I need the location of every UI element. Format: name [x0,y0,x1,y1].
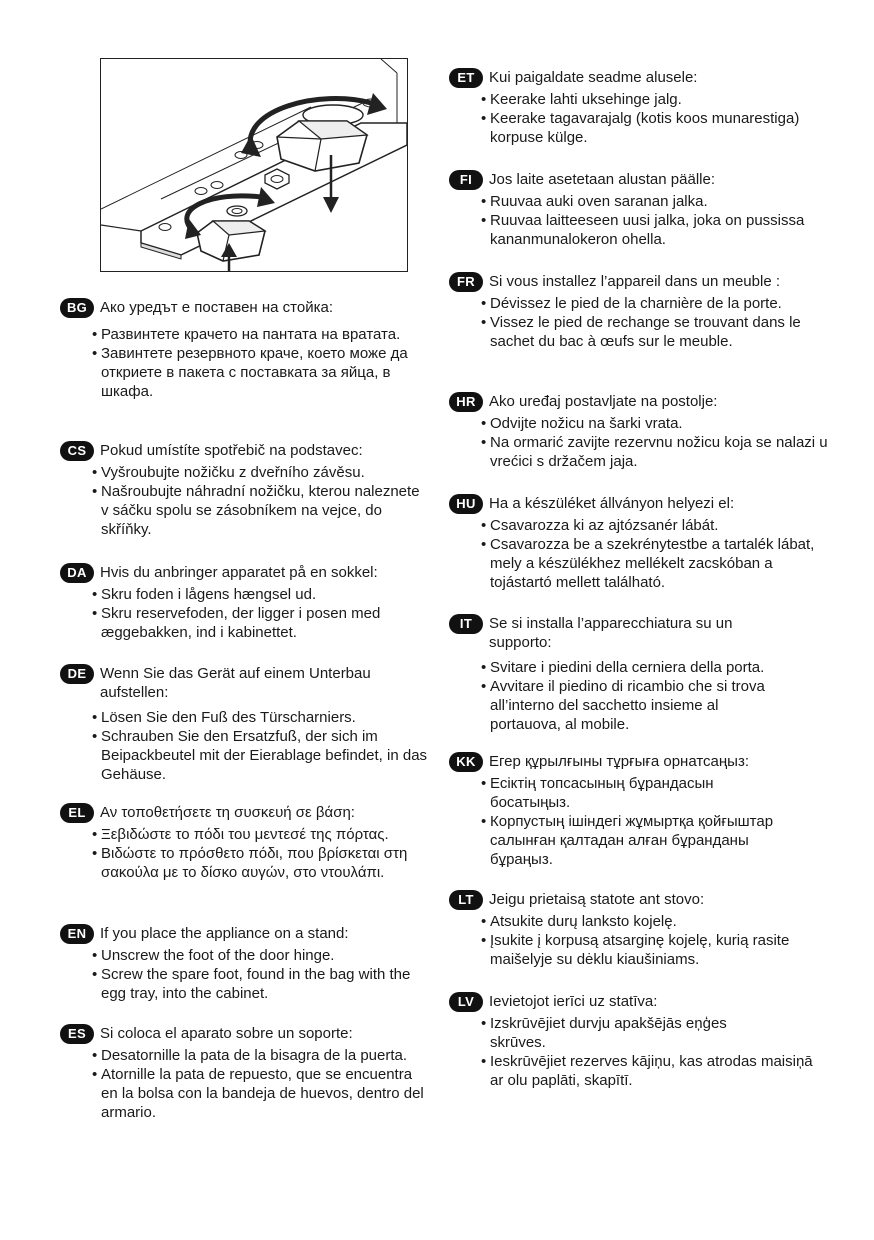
heading-text: Jeigu prietaisą statote ant stovo: [489,891,705,908]
language-badge: ET [449,68,483,88]
section-heading [449,272,839,291]
language-badge: ES [60,1024,94,1044]
language-badge: KK [449,752,483,772]
hinge-diagram-icon [101,59,407,271]
section-de [60,664,430,784]
section-cs [60,441,430,539]
heading-text: Se si installa l’apparecchiatura su un supporto: [489,615,733,651]
section-heading [449,992,829,1011]
list-item: • Keerake tagavarajalg (kotis koos munarestiga) korpuse külge. [481,109,829,147]
section-heading [449,890,829,909]
list-item: • Vyšroubujte nožičku z dveřního závěsu. [92,463,430,482]
list-item: • Unscrew the foot of the door hinge. [92,946,430,965]
list-item: • Корпустың ішіндегі жұмыртқа қойғыштар салынған қалтадан алған бұранданы бұраңыз. [481,812,801,869]
heading-text: Si coloca el aparato sobre un soporte: [100,1025,353,1042]
heading-text: Егер құрылғыны тұрғыға орнатсаңыз: [489,753,750,770]
heading-text: Ha a készüléket állványon helyezi el: [489,495,735,512]
list-item: • Izskrūvējiet durvju apakšējās eņģes skrūves. [481,1014,780,1052]
section-heading [60,803,430,822]
instruction-list [481,414,829,471]
instruction-list [92,585,430,642]
section-heading [449,494,829,513]
heading-text: Ако уредът е поставен на стойка: [100,299,333,316]
section-heading [60,664,430,702]
section-heading [449,68,829,87]
section-heading [60,563,430,582]
list-item: • Schrauben Sie den Ersatzfuß, der sich im Beipackbeutel mit der Eierablage befindet, in das Gehäuse. [92,727,430,784]
heading-text: Jos laite asetetaan alustan päälle: [489,171,715,188]
heading-text: Ako uređaj postavljate na postolje: [489,393,718,410]
list-item: • Skru foden i lågens hængsel ud. [92,585,430,604]
instruction-list [92,708,430,784]
instruction-list [481,912,829,969]
heading-text: Αν τοποθετήσετε τη συσκευή σε βάση: [100,804,355,821]
language-badge: FR [449,272,483,292]
section-heading [60,1024,430,1043]
section-lv [449,992,829,1090]
section-en [60,924,430,1003]
section-lt [449,890,829,969]
heading-text: Si vous installez l’appareil dans un meuble : [489,273,780,290]
heading-text: Hvis du anbringer apparatet på en sokkel: [100,564,378,581]
list-item: • Odvijte nožicu na šarki vrata. [481,414,829,433]
section-bg [60,298,430,401]
language-badge: LT [449,890,483,910]
list-item: • Vissez le pied de rechange se trouvant dans le sachet du bac à œufs sur le meuble. [481,313,810,351]
language-badge: HU [449,494,483,514]
section-es [60,1024,430,1122]
instruction-list [481,1014,829,1090]
instruction-list [92,946,430,1003]
section-da [60,563,430,642]
list-item: • Svitare i piedini della cerniera della porta. [481,658,819,677]
section-heading [449,170,829,189]
heading-text: Wenn Sie das Gerät auf einem Unterbau aufstellen: [100,665,371,701]
section-heading [449,614,819,652]
section-hr [449,392,829,471]
section-heading [449,392,829,411]
instruction-list [92,325,430,401]
list-item: • Na ormarić zavijte rezervnu nožicu koja se nalazi u vrećici s držačem jaja. [481,433,829,471]
language-badge: EL [60,803,94,823]
list-item: • Ξεβιδώστε το πόδι του μεντεσέ της πόρτας. [92,825,430,844]
list-item: • Įsukite į korpusą atsarginę kojelę, kurią rasite maišelyje su dėklu kiaušiniams. [481,931,829,969]
list-item: • Screw the spare foot, found in the bag with the egg tray, into the cabinet. [92,965,430,1003]
instruction-list [92,463,430,539]
hinge-foot-illustration [100,58,408,272]
instruction-list [92,1046,430,1122]
section-heading [60,441,430,460]
section-fr [449,272,839,351]
list-item: • Ruuvaa laitteeseen uusi jalka, joka on pussissa kananmunalokeron ohella. [481,211,829,249]
section-kk [449,752,829,869]
language-badge: EN [60,924,94,944]
language-badge: FI [449,170,483,190]
list-item: • Skru reservefoden, der ligger i posen med æggebakken, ind i kabinettet. [92,604,430,642]
list-item: • Завинтете резервното краче, което може да откриете в пакета с поставката за яйца, в шкафа. [92,344,430,401]
section-heading [60,924,430,943]
heading-text: If you place the appliance on a stand: [100,925,349,942]
list-item: • Csavarozza ki az ajtózsanér lábát. [481,516,829,535]
list-item: • Desatornille la pata de la bisagra de la puerta. [92,1046,430,1065]
section-fi [449,170,829,249]
section-hu [449,494,829,592]
list-item: • Atornille la pata de repuesto, que se encuentra en la bolsa con la bandeja de huevos, dentro del armario. [92,1065,430,1122]
language-badge: LV [449,992,483,1012]
language-badge: CS [60,441,94,461]
instruction-list [481,658,819,734]
instruction-list [481,294,839,351]
list-item: • Našroubujte náhradní nožičku, kterou naleznete v sáčku spolu se zásobníkem na vejce, do skříňky. [92,482,430,539]
language-badge: BG [60,298,94,318]
instruction-list [481,774,801,869]
list-item: • Есіктің топсасының бұрандасын босатыңыз. [481,774,730,812]
list-item: • Csavarozza be a szekrénytestbe a tartalék lábat, mely a készülékhez mellékelt zacskóban a tojástartó mellett található. [481,535,829,592]
list-item: • Dévissez le pied de la charnière de la porte. [481,294,839,313]
language-badge: HR [449,392,483,412]
language-badge: DE [60,664,94,684]
list-item: • Ruuvaa auki oven saranan jalka. [481,192,829,211]
section-et [449,68,829,147]
section-it [449,614,819,734]
list-item: • Avvitare il piedino di ricambio che si trova all’interno del sacchetto insieme al portauova, al mobile. [481,677,790,734]
instruction-list [92,825,430,882]
language-badge: DA [60,563,94,583]
list-item: • Ieskrūvējiet rezerves kājiņu, kas atrodas maisiņā ar olu paplāti, skapītī. [481,1052,829,1090]
list-item: • Развинтете крачето на пантата на вратата. [92,325,430,344]
instruction-list [481,90,829,147]
section-heading [60,298,430,317]
heading-text: Pokud umístíte spotřebič na podstavec: [100,442,363,459]
list-item: • Βιδώστε το πρόσθετο πόδι, που βρίσκεται στη σακούλα με το δίσκο αυγών, στο ντουλάπι. [92,844,430,882]
heading-text: Ievietojot ierīci uz statīva: [489,993,658,1010]
list-item: • Atsukite durų lanksto kojelę. [481,912,829,931]
list-item: • Keerake lahti uksehinge jalg. [481,90,829,109]
section-el [60,803,430,882]
language-badge: IT [449,614,483,634]
instruction-list [481,192,829,249]
instruction-list [481,516,829,592]
list-item: • Lösen Sie den Fuß des Türscharniers. [92,708,430,727]
section-heading [449,752,829,771]
heading-text: Kui paigaldate seadme alusele: [489,69,698,86]
